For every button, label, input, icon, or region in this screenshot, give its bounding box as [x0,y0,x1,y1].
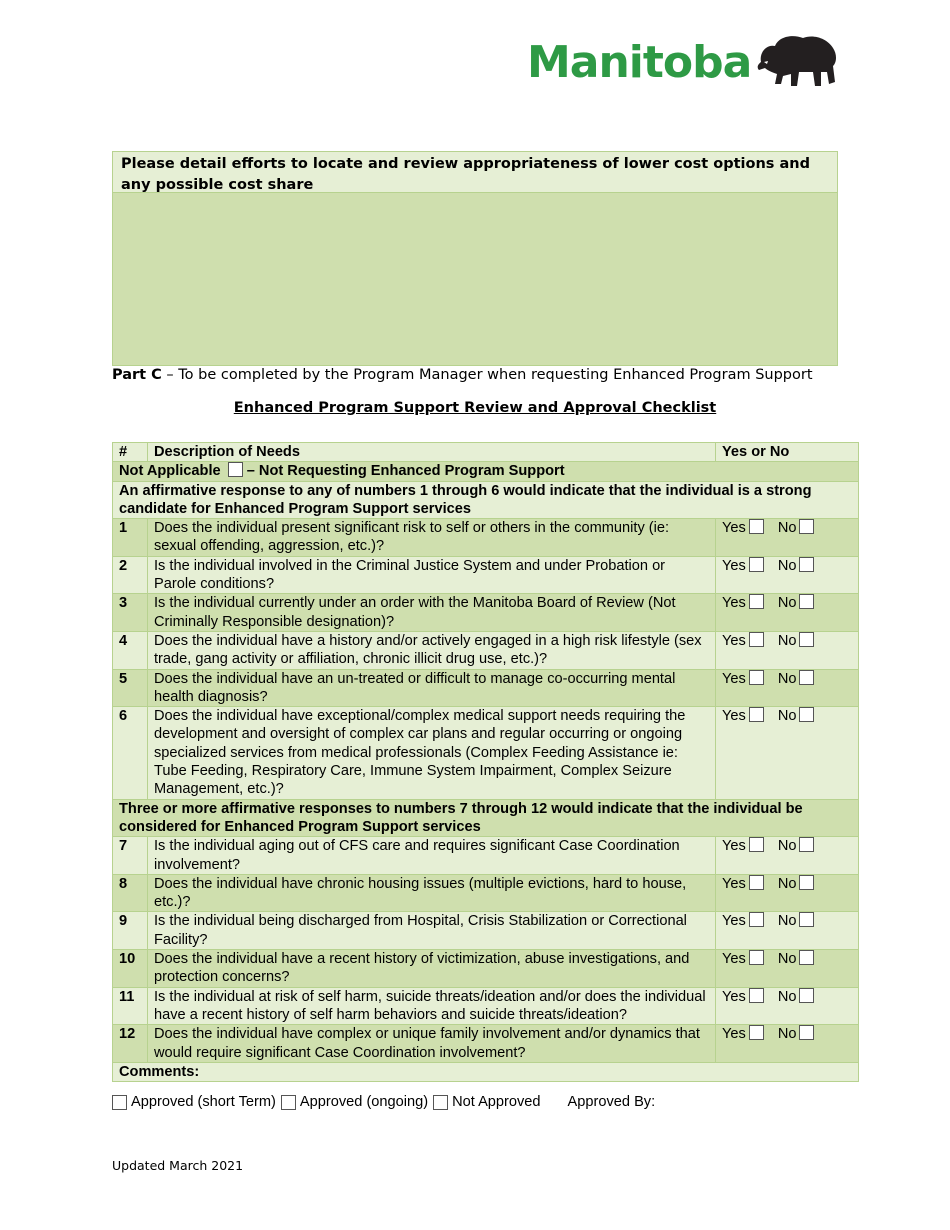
not-applicable-text: – Not Requesting Enhanced Program Support [242,463,565,480]
approved-short-term-checkbox[interactable] [112,1095,127,1110]
group1-note-row [113,481,859,519]
table-row [113,631,859,669]
item-10-no-checkbox[interactable] [799,950,814,965]
lower-cost-options-box [112,151,838,366]
table-row [113,519,859,557]
no-label: No [777,557,797,574]
item-description: Is the individual involved in the Criminal Justice System and under Probation or Parole conditions? [148,556,716,594]
table-row [113,556,859,594]
no-label: No [777,670,797,687]
item-description: Does the individual have exceptional/complex medical support needs requiring the development and oversight of complex car plans and regular occurring or ongoing specialized services from medical professionals (Complex Feeding Assistance ie: Tube Feeding, Respiratory Care, Immune System Impairment, Complex Seizure Management, etc.)? [148,707,716,799]
approved-ongoing-label: Approved (ongoing) [299,1094,429,1110]
no-label: No [777,595,797,612]
not-applicable-row [113,462,859,481]
column-header-description: Description of Needs [148,443,716,462]
comments-label[interactable]: Comments: [113,1062,859,1081]
item-6-yes-checkbox[interactable] [749,707,764,722]
not-applicable-label: Not Applicable [119,463,221,480]
item-number: 9 [113,912,148,950]
item-number: 10 [113,950,148,988]
item-1-no-checkbox[interactable] [799,519,814,534]
part-c-text: – To be completed by the Program Manager when requesting Enhanced Program Support [161,367,813,383]
group2-note: Three or more affirmative responses to numbers 7 through 12 would indicate that the individual be considered for Enhanced Program Support services [113,799,859,837]
item-7-no-checkbox[interactable] [799,837,814,852]
yes-label: Yes [722,951,746,968]
yes-label: Yes [722,913,746,930]
item-number: 5 [113,669,148,707]
item-11-no-checkbox[interactable] [799,988,814,1003]
item-8-no-checkbox[interactable] [799,875,814,890]
yes-label: Yes [722,520,746,537]
yes-label: Yes [722,988,746,1005]
approved-ongoing-checkbox[interactable] [281,1095,296,1110]
no-label: No [777,988,797,1005]
yes-label: Yes [722,670,746,687]
item-description: Is the individual at risk of self harm, suicide threats/ideation and/or does the individual have a recent history of self harm behaviors and suicide threats/ideation? [148,987,716,1025]
item-description: Does the individual have an un-treated or difficult to manage co-occurring mental health diagnosis? [148,669,716,707]
no-label: No [777,632,797,649]
updated-date: Updated March 2021 [112,1158,244,1173]
table-row [113,987,859,1025]
table-header-row [113,443,859,462]
item-number: 1 [113,519,148,557]
bison-icon [755,32,839,94]
yes-label: Yes [722,1026,746,1043]
table-row [113,669,859,707]
item-1-yes-checkbox[interactable] [749,519,764,534]
item-10-yes-checkbox[interactable] [749,950,764,965]
item-number: 11 [113,987,148,1025]
manitoba-logo [527,30,839,96]
lower-cost-options-heading: Please detail efforts to locate and review appropriateness of lower cost options and any possible cost share [113,152,837,192]
item-12-no-checkbox[interactable] [799,1025,814,1040]
approved-short-term-label: Approved (short Term) [131,1094,276,1110]
group2-note-row [113,799,859,837]
not-applicable-checkbox[interactable] [228,462,243,477]
item-2-yes-checkbox[interactable] [749,557,764,572]
item-description: Does the individual have a history and/or actively engaged in a high risk lifestyle (sex trade, gang activity or affiliation, chronic illicit drug use, etc.)? [148,631,716,669]
item-description: Does the individual have a recent history of victimization, abuse investigations, and protection concerns? [148,950,716,988]
yes-label: Yes [722,875,746,892]
table-row [113,912,859,950]
item-11-yes-checkbox[interactable] [749,988,764,1003]
item-description: Does the individual present significant risk to self or others in the community (ie: sexual offending, aggression, etc.)? [148,519,716,557]
item-number: 8 [113,874,148,912]
column-header-num: # [113,443,148,462]
logo-wordmark: Manitoba [527,37,752,88]
no-label: No [777,520,797,537]
no-label: No [777,1026,797,1043]
yes-label: Yes [722,708,746,725]
item-6-no-checkbox[interactable] [799,707,814,722]
yes-label: Yes [722,838,746,855]
item-9-yes-checkbox[interactable] [749,912,764,927]
item-7-yes-checkbox[interactable] [749,837,764,852]
item-number: 6 [113,707,148,799]
table-row [113,874,859,912]
comments-row [113,1062,859,1081]
item-3-no-checkbox[interactable] [799,594,814,609]
item-8-yes-checkbox[interactable] [749,875,764,890]
part-c-label: Part C [112,367,162,383]
item-description: Does the individual have chronic housing issues (multiple evictions, hard to house, etc.)? [148,874,716,912]
no-label: No [777,951,797,968]
checklist-title: Enhanced Program Support Review and Approval Checklist [233,400,717,416]
table-row [113,1025,859,1063]
item-description: Is the individual currently under an order with the Manitoba Board of Review (Not Criminally Responsible designation)? [148,594,716,632]
item-4-yes-checkbox[interactable] [749,632,764,647]
item-description: Is the individual aging out of CFS care and requires significant Case Coordination involvement? [148,837,716,875]
item-number: 3 [113,594,148,632]
part-c-instruction [112,367,813,383]
not-approved-checkbox[interactable] [433,1095,448,1110]
item-number: 7 [113,837,148,875]
no-label: No [777,875,797,892]
table-row [113,950,859,988]
yes-label: Yes [722,557,746,574]
no-label: No [777,838,797,855]
item-2-no-checkbox[interactable] [799,557,814,572]
not-approved-label: Not Approved [452,1094,541,1110]
lower-cost-options-textarea[interactable] [113,192,837,365]
table-row [113,594,859,632]
item-number: 4 [113,631,148,669]
yes-label: Yes [722,632,746,649]
yes-label: Yes [722,595,746,612]
column-header-yes-no: Yes or No [716,443,859,462]
item-description: Does the individual have complex or unique family involvement and/or dynamics that would require significant Case Coordination involvement? [148,1025,716,1063]
table-row [113,837,859,875]
item-4-no-checkbox[interactable] [799,632,814,647]
item-description: Is the individual being discharged from Hospital, Crisis Stabilization or Correctional Facility? [148,912,716,950]
checklist-table [112,442,859,1082]
table-row [113,707,859,799]
item-number: 12 [113,1025,148,1063]
item-12-yes-checkbox[interactable] [749,1025,764,1040]
item-number: 2 [113,556,148,594]
item-3-yes-checkbox[interactable] [749,594,764,609]
no-label: No [777,913,797,930]
approved-by-label: Approved By: [567,1094,656,1110]
approval-options [112,1094,655,1110]
item-5-no-checkbox[interactable] [799,670,814,685]
group1-note: An affirmative response to any of numbers 1 through 6 would indicate that the individual is a strong candidate for Enhanced Program Support services [113,481,859,519]
item-9-no-checkbox[interactable] [799,912,814,927]
item-5-yes-checkbox[interactable] [749,670,764,685]
no-label: No [777,708,797,725]
